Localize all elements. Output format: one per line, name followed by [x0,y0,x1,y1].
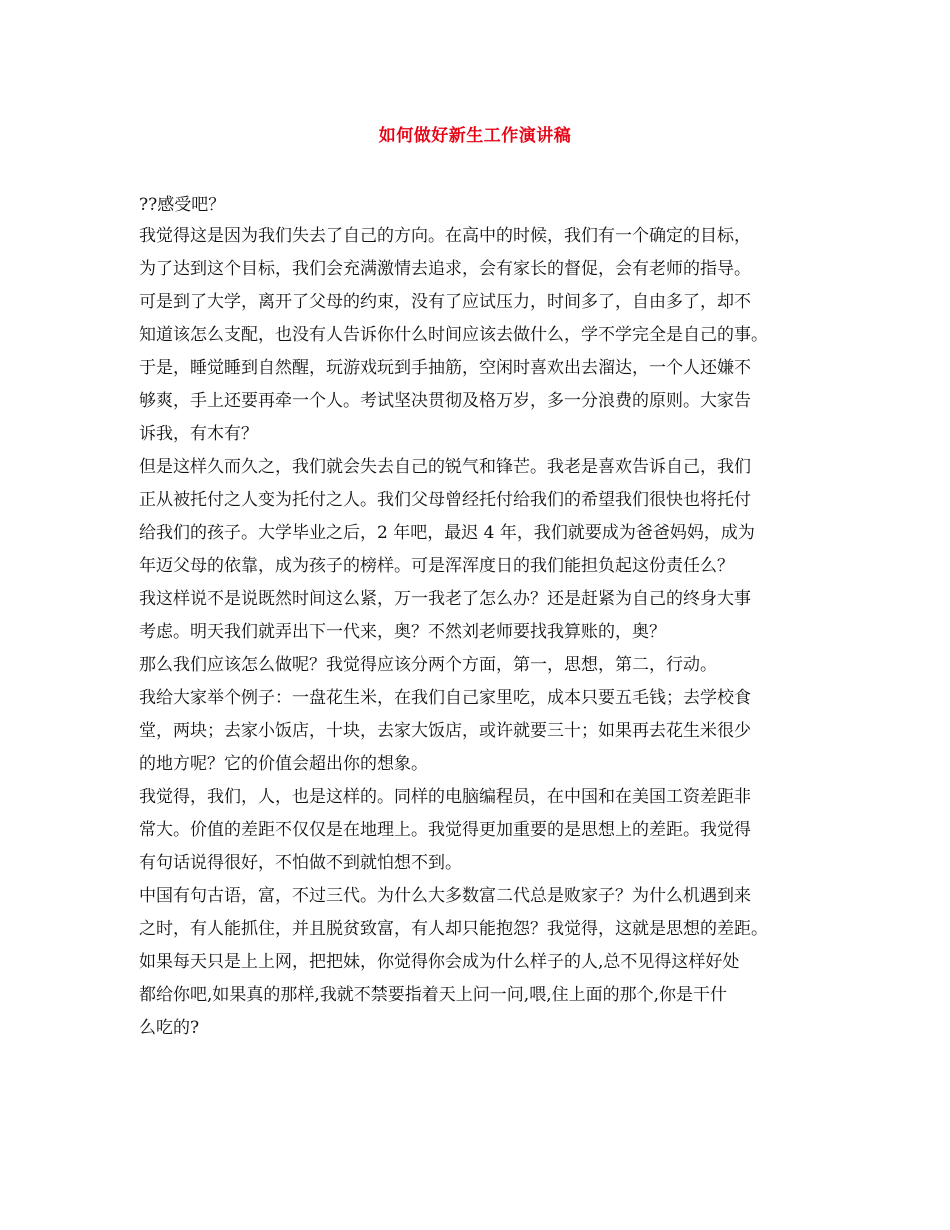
document-title: 如何做好新生工作演讲稿 [378,126,572,146]
paragraph-line: 我觉得这是因为我们失去了自己的方向。在高中的时候，我们有一个确定的目标， [139,226,751,246]
document-body [139,190,819,1045]
paragraph-line: 诉我，有木有？ [139,424,258,444]
paragraph-line: 都给你吧,如果真的那样,我就不禁要指着天上问一问,喂,住上面的那个,你是干什 [139,985,728,1005]
paragraph-line: 给我们的孩子。大学毕业之后，2 年吧，最迟 4 年，我们就要成为爸爸妈妈，成为 [139,523,755,543]
paragraph-line: 但是这样久而久之，我们就会失去自己的锐气和锋芒。我老是喜欢告诉自己，我们 [139,457,751,477]
paragraph-line: 我这样说不是说既然时间这么紧，万一我老了怎么办？还是赶紧为自己的终身大事 [139,589,751,609]
paragraph-line: 够爽，手上还要再牵一个人。考试坚决贯彻及格万岁，多一分浪费的原则。大家告 [139,391,751,411]
paragraph-line: 堂，两块；去家小饭店，十块，去家大饭店，或许就要三十；如果再去花生米很少 [139,721,751,741]
paragraph-line: 如果每天只是上上网，把把妹，你觉得你会成为什么样子的人,总不见得这样好处 [139,952,740,972]
paragraph-line: 知道该怎么支配，也没有人告诉你什么时间应该去做什么，学不学完全是自己的事。 [139,325,768,345]
paragraph-line: 那么我们应该怎么做呢？我觉得应该分两个方面，第一，思想，第二，行动。 [139,655,717,675]
paragraph-line: 的地方呢？它的价值会超出你的想象。 [139,754,428,774]
paragraph-line: 我给大家举个例子：一盘花生米，在我们自己家里吃，成本只要五毛钱；去学校食 [139,688,751,708]
paragraph-line: 年迈父母的依靠，成为孩子的榜样。可是浑浑度日的我们能担负起这份责任么？ [139,556,734,576]
paragraph-line: 于是，睡觉睡到自然醒，玩游戏玩到手抽筋，空闲时喜欢出去溜达，一个人还嫌不 [139,358,751,378]
paragraph-line: 可是到了大学，离开了父母的约束，没有了应试压力，时间多了，自由多了，却不 [139,292,751,312]
paragraph-line: 为了达到这个目标，我们会充满激情去追求，会有家长的督促，会有老师的指导。 [139,259,751,279]
paragraph-line: 中国有句古语，富，不过三代。为什么大多数富二代总是败家子？为什么机遇到来 [139,886,751,906]
paragraph-line: 有句话说得很好，不怕做不到就怕想不到。 [139,853,462,873]
paragraph-line: 我觉得，我们，人，也是这样的。同样的电脑编程员，在中国和在美国工资差距非 [139,787,751,807]
paragraph-line: 常大。价值的差距不仅仅是在地理上。我觉得更加重要的是思想上的差距。我觉得 [139,820,751,840]
paragraph-line: 么吃的? [139,1018,200,1038]
paragraph-line: 正从被托付之人变为托付之人。我们父母曾经托付给我们的希望我们很快也将托付 [139,490,751,510]
paragraph-line: 考虑。明天我们就弄出下一代来，奥？不然刘老师要找我算账的，奥？ [139,622,666,642]
paragraph-line: ??感受吧？ [139,195,226,215]
paragraph-line: 之时，有人能抓住，并且脱贫致富，有人却只能抱怨？我觉得，这就是思想的差距。 [139,919,768,939]
